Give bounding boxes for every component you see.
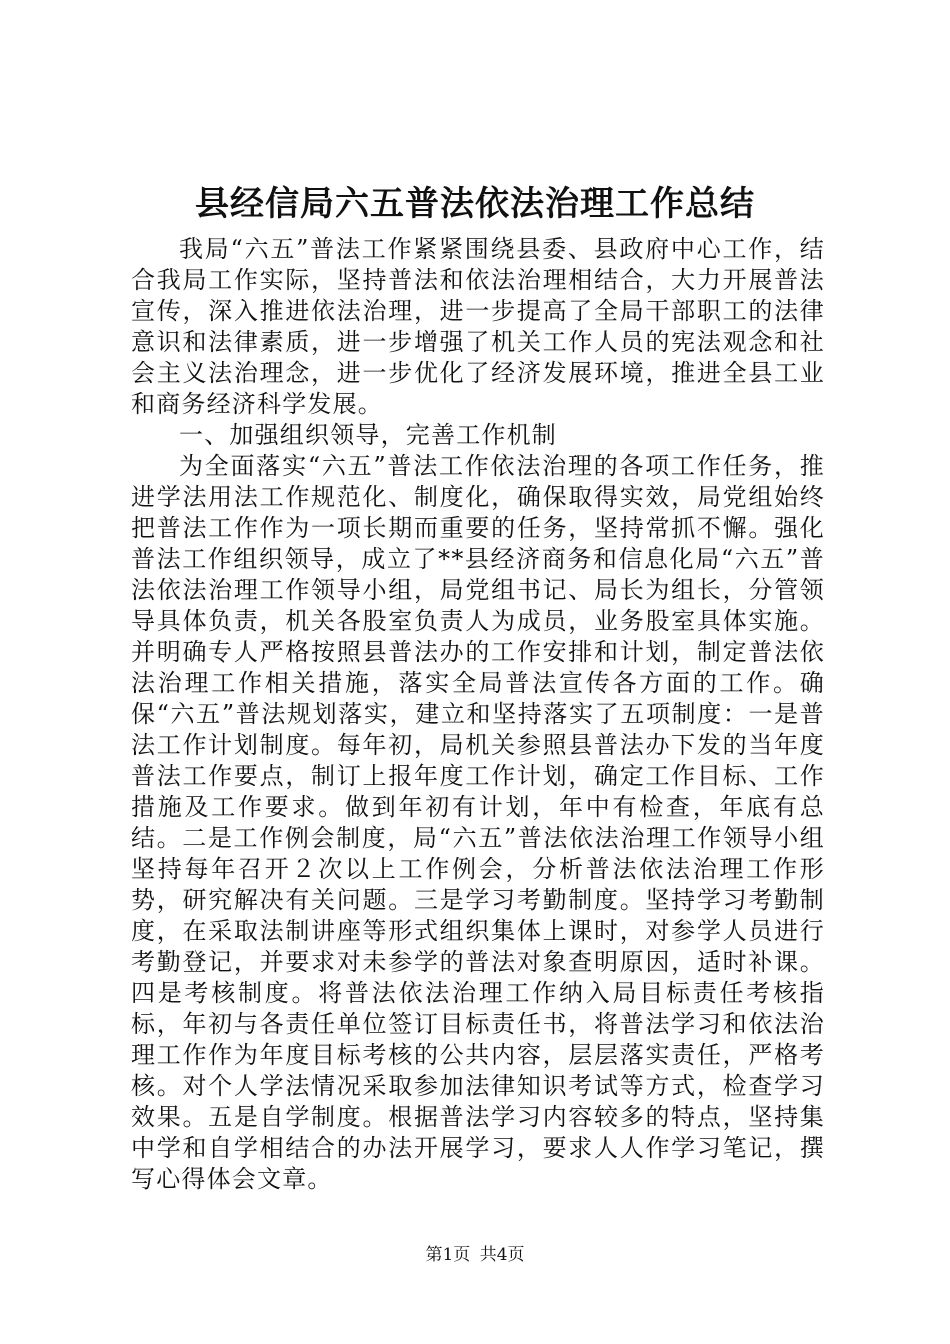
page-total: 共4页 (479, 1245, 525, 1265)
document-body (131, 234, 825, 1195)
section-heading: 一、加强组织领导，完善工作机制 (179, 421, 557, 449)
document-title: 县经信局六五普法依法治理工作总结 (195, 184, 755, 224)
section-paragraph: 为全面落实“六五”普法工作依法治理的各项工作任务，推进学法用法工作规范化、制度化，确保取得实效，局党组始终把普法工作作为一项长期而重要的任务，坚持常抓不懈。强化普法工作组织领导，成立了**县经济商务和信息化局“六五”普法依法治理工作领导小组，局党组书记、局长为组长，分管领导具体负责，机关各股室负责人为成员，业务股室具体实施。并明确专人严格按照县普法办的工作安排和计划，制定普法依法治理工作相关措施，落实全局普法宣传各方面的工作。确保“六五”普法规划落实，建立和坚持落实了五项制度：一是普法工作计划制度。每年初，局机关参照县普法办下发的当年度普法工作要点，制订上报年度工作计划，确定工作目标、工作措施及工作要求。做到年初有计划，年中有检查，年底有总结。二是工作例会制度，局“六五”普法依法治理工作领导小组坚持每年召开２次以上工作例会，分析普法依法治理工作形势，研究解决有关问题。三是学习考勤制度。坚持学习考勤制度，在采取法制讲座等形式组织集体上课时，对参学人员进行考勤登记，并要求对未参学的普法对象查明原因，适时补课。四是考核制度。将普法依法治理工作纳入局目标责任考核指标，年初与各责任单位签订目标责任书，将普法学习和依法治理工作作为年度目标考核的公共内容，层层落实责任，严格考核。对个人学法情况采取参加法律知识考试等方式，检查学习效果。五是自学制度。根据普法学习内容较多的特点，坚持集中学和自学相结合的办法开展学习，要求人人作学习笔记，撰写心得体会文章。 (131, 452, 825, 1193)
page-footer (0, 1244, 950, 1266)
intro-paragraph: 我局“六五”普法工作紧紧围绕县委、县政府中心工作，结合我局工作实际，坚持普法和依法治理相结合，大力开展普法宣传，深入推进依法治理，进一步提高了全局干部职工的法律意识和法律素质，进一步增强了机关工作人员的宪法观念和社会主义法治理念，进一步优化了经济发展环境，推进全县工业和商务经济科学发展。 (131, 235, 825, 418)
page-number: 第1页 (425, 1245, 471, 1265)
